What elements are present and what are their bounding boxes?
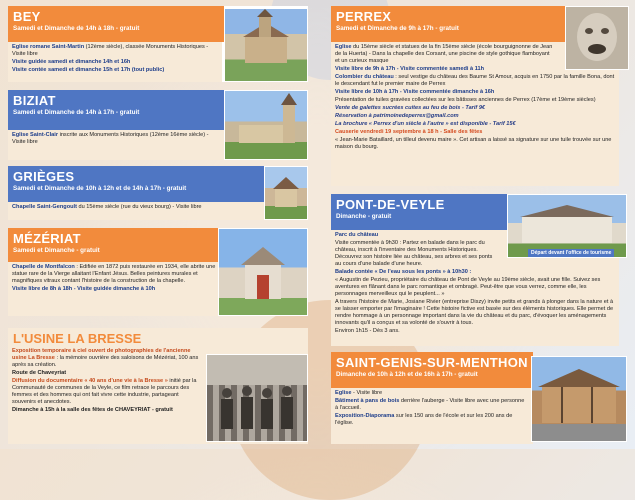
usine-doc-text: initié par la Communauté de communes de la Veyle, ce film retrace le parcours des femmes et des hommes qui ont fait vivre cette industrie, partageant souvenirs et anecdotes. xyxy=(12,378,197,406)
usine-title: L'USINE LA BRESSE xyxy=(13,331,142,346)
perrex-hours: Samedi et Dimanche de 9h à 17h - gratuit xyxy=(336,25,459,33)
usine-expo-text: : la mémoire ouvrière des saloisons de Mézériat, 100 ans après sa création. xyxy=(12,355,199,369)
saintgenis-title: SAINT-GENIS-SUR-MENTHON xyxy=(336,355,528,370)
perrex-sale-line: Vente de galettes sucrées cuites au feu de bois - Tarif 9€ xyxy=(335,104,486,111)
saintgenis-church-label: Eglise xyxy=(335,390,352,396)
bey-header xyxy=(8,6,224,42)
perrex-concert-title: Causerie vendredi 19 septembre à 18 h - Salle des fêtes xyxy=(335,128,483,135)
perrex-church-text: du 15ème siècle et statues de la fin 15ème siècle (école bourguignonne de Jean de la Huerta) - Dans la chapelle des Corsant, une piscine de style gothique flamboyant et un curieux masque xyxy=(335,44,553,64)
bey-storytelling: Visite contée samedi et dimanche 15h et 17h (tout public) xyxy=(12,66,165,73)
biziat-title: BIZIAT xyxy=(13,93,56,108)
perrex-dove-text: : seul vestige du château des Baume St Amour, acquis en 1750 par la famille Bona, dont le descendant fut le premier maire de Perrex xyxy=(335,73,615,87)
perrex-header xyxy=(331,6,567,42)
meziriat-text xyxy=(8,262,222,316)
pontdeveyle-park-visit: Visite commentée à 9h30 : Partez en balade dans le parc du château, inscrit à l'inventaire des Monuments Historiques. Découvrez son histoire liée au château, ses arbres et ses ponts au cours d'une balade d'une heure. xyxy=(335,239,493,267)
saintgenis-expo-text: sur les 150 ans de l'école et sur les 200 ans de l'église. xyxy=(335,412,513,426)
grieges-chapel-label: Chapelle Saint-Gengoult xyxy=(12,204,77,210)
pontdeveyle-walk-title: Balade contée « De l'eau sous les ponts » à 10h30 : xyxy=(335,268,472,275)
usine-route: Route de Chaveyriat xyxy=(12,370,67,377)
timber-building-illustration xyxy=(532,357,626,441)
usine-doc-title: Diffusion du documentaire « 40 ans d'une vie à la Bresse » xyxy=(12,378,168,385)
usine-doc-time: Dimanche à 15h à la salle des fêtes de CHAVEYRIAT - gratuit xyxy=(12,407,173,414)
pontdeveyle-hours: Dimanche - gratuit xyxy=(336,213,392,221)
bey-title: BEY xyxy=(13,9,41,24)
saintgenis-oven-text: derrière l'auberge - Visite libre avec une personne à l'accueil. xyxy=(335,397,525,411)
meziriat-visit: Visite libre de 8h à 18h - Visite guidée dimanche à 10h xyxy=(12,285,156,292)
grieges-hours: Samedi et Dimanche de 10h à 12h et de 14h à 17h - gratuit xyxy=(13,185,187,193)
saintgenis-card xyxy=(331,352,629,444)
pontdeveyle-header xyxy=(331,194,511,230)
bey-church-text: (12ème siècle), classée Monuments Historiques - Visite libre xyxy=(12,44,209,57)
saintgenis-expo-label: Exposition-Diaporama xyxy=(335,412,395,419)
meziriat-chapel-text: : Edifiée en 1872 puis restaurée en 1934, elle abrite une statue rare de la Vierge allaitant l'Enfant Jésus. Belles peintures murales et magnifiques vitraux contant l'histoire de la construction de la chapelle. xyxy=(12,264,216,284)
biziat-card xyxy=(8,90,308,160)
usine-text xyxy=(8,348,206,417)
grieges-chapel-text: du 15ème siècle (rue du vieux bourg) - Visite libre xyxy=(76,204,202,210)
workers-illustration xyxy=(207,355,307,441)
biziat-church-label: Eglise Saint-Clair xyxy=(12,132,59,138)
biziat-text xyxy=(8,130,226,160)
perrex-dove-label: Colombier du château xyxy=(335,73,394,80)
grieges-title: GRIÈGES xyxy=(13,169,75,184)
castle-illustration xyxy=(508,195,626,257)
chapel-illustration xyxy=(219,229,307,315)
bey-church-photo xyxy=(224,8,308,82)
bey-hours: Samedi et Dimanche de 14h à 18h - gratuit xyxy=(13,25,140,33)
perrex-tiles-text: Présentation de tuiles gravées collectées sur les bâtisses anciennes de Perrex (17ème et 19ème siècles) xyxy=(335,96,596,103)
meziriat-title: MÉZÉRIAT xyxy=(13,231,81,246)
pontdeveyle-walk-text2: A travers l'histoire de Marie, Josiane Rivier (entreprise Diszy) invite petits et grands à plonger dans la nature et à se laisser emporter par l'imaginaire ! Cette histoire fictive est basée sur des éléments historiques. Elle permet de rendre hommage à un personnage important dans la vie du château et du parc, d'évoquer les aménagements innovants qu'il a conçus et sa volonté de s'ouvrir à tous. xyxy=(335,298,614,326)
pontdeveyle-walk-text: « Augustin de Pezieu, propriétaire du château de Pont de Veyle au 19ème siècle, avait une fille. Suivez ses aventures en flânant dans le parc romantique et ombragé. Peut-être que vous verrez, comme elle, les personnages merveilleux qui le peuplent... » xyxy=(335,276,601,297)
meziriat-card xyxy=(8,228,308,316)
perrex-concert-text: « Jean-Marie Bataillard, un tilleul devenu maire ». Cet artisan a laissé sa signature sur une tuile trouvée sur une maison du bourg. xyxy=(335,136,612,150)
biziat-hours: Samedi et Dimanche de 14h à 17h - gratuit xyxy=(13,109,140,117)
stone-mask-illustration xyxy=(566,7,628,69)
meziriat-header xyxy=(8,228,224,262)
perrex-church-label: Eglise xyxy=(335,44,352,50)
church-illustration xyxy=(225,9,307,81)
bey-church-label: Eglise romane Saint-Martin xyxy=(12,44,85,50)
pontdeveyle-card xyxy=(331,194,629,346)
grieges-chapel-photo xyxy=(264,166,308,220)
perrex-church-visit: Visite libre de 9h à 17h - Visite commentée samedi à 11h xyxy=(335,65,485,72)
pontdeveyle-park-title: Parc du château xyxy=(335,232,379,238)
pontdeveyle-title: PONT-DE-VEYLE xyxy=(336,197,445,212)
saintgenis-text xyxy=(331,388,533,444)
perrex-dove-visit: Visite libre de 10h à 17h - Visite commentée dimanche à 16h xyxy=(335,88,495,95)
saintgenis-church-text: - Visite libre xyxy=(351,390,383,396)
saintgenis-oven-label: Bâtiment à pans de bois xyxy=(335,397,400,404)
biziat-header xyxy=(8,90,226,130)
pontdeveyle-departure: Départ devant l'office de tourisme xyxy=(528,249,614,257)
meziriat-chapel-label: Chapelle de Montfalcon xyxy=(12,264,75,270)
meziriat-chapel-photo xyxy=(218,228,308,316)
biziat-church-photo xyxy=(224,90,308,160)
saintgenis-building-photo xyxy=(531,356,627,442)
saintgenis-header xyxy=(331,352,533,388)
perrex-card xyxy=(331,6,629,186)
pontdeveyle-castle-photo xyxy=(507,194,627,258)
bey-card xyxy=(8,6,308,82)
grieges-header xyxy=(8,166,268,202)
perrex-title: PERREX xyxy=(336,9,392,24)
meziriat-hours: Samedi et Dimanche - gratuit xyxy=(13,247,100,255)
saintgenis-hours: Dimanche de 10h à 12h et de 16h à 17h - gratuit xyxy=(336,371,478,379)
usine-workers-photo xyxy=(206,354,308,442)
perrex-mask-photo xyxy=(565,6,629,70)
pontdeveyle-duration: Environ 1h15 - Dès 3 ans. xyxy=(335,327,400,334)
perrex-brochure-line: La brochure « Perrex d'un siècle à l'autre » est disponible - Tarif 15€ xyxy=(335,120,516,127)
grieges-card xyxy=(8,166,308,220)
usine-expo-title: Exposition temporaire à ciel ouvert de photographies de l'ancienne usine La Bresse xyxy=(12,348,191,362)
chapel-illustration xyxy=(265,167,307,219)
grieges-text xyxy=(8,202,266,220)
perrex-booking-line: Réservation à patrimoinedeperrex@gmail.com xyxy=(335,112,459,119)
church-illustration xyxy=(225,91,307,159)
bey-text xyxy=(8,42,222,82)
usine-card xyxy=(8,328,308,444)
bey-guided: Visite guidée samedi et dimanche 14h et 16h xyxy=(12,58,131,65)
biziat-church-text: inscrite aux Monuments Historiques (12ème 16ème siècle) - Visite libre xyxy=(12,132,209,145)
